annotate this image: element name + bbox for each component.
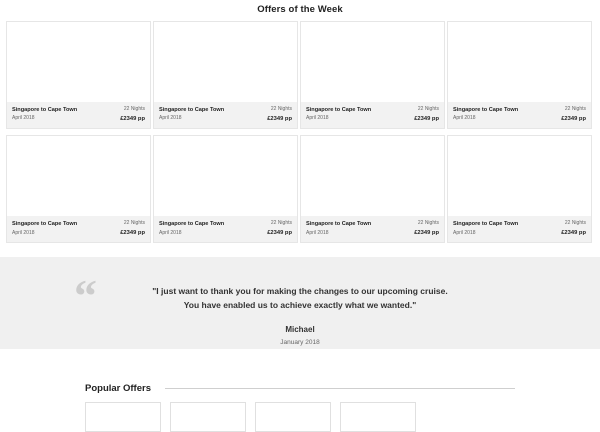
offer-date: April 2018 — [159, 115, 182, 122]
offer-image — [7, 22, 150, 102]
offer-info-left — [453, 220, 518, 237]
offer-info — [448, 216, 591, 242]
offer-info-right — [267, 220, 292, 237]
offer-card[interactable] — [300, 135, 445, 243]
offer-image — [448, 136, 591, 216]
offer-name: Singapore to Cape Town — [453, 107, 519, 113]
popular-offers-grid — [0, 402, 600, 432]
offer-image — [448, 22, 591, 102]
offer-date: April 2018 — [306, 115, 329, 122]
popular-offer-card[interactable] — [340, 402, 416, 432]
popular-offers-header — [0, 383, 600, 394]
offer-name: Singapore to Cape Town — [12, 221, 78, 228]
offer-name: Singapore to Cape Town — [159, 107, 225, 113]
offer-date: April 2018 — [12, 229, 35, 236]
offer-date: April 2018 — [453, 115, 476, 122]
offer-image — [7, 136, 150, 216]
offer-price: £2349 pp — [267, 229, 292, 236]
offers-section-title: Offers of the Week — [257, 4, 343, 15]
offer-date: April 2018 — [159, 229, 182, 236]
testimonial-section — [0, 257, 600, 349]
offer-info-right — [120, 220, 145, 237]
offer-price: £2349 pp — [561, 115, 586, 122]
offer-info-left — [159, 220, 224, 237]
offer-image — [301, 136, 444, 216]
popular-offers-title: Popular Offers — [85, 383, 151, 395]
offer-info — [7, 102, 150, 128]
offer-nights: 22 Nights — [270, 106, 292, 112]
offer-card[interactable] — [153, 21, 298, 129]
offers-grid — [0, 21, 600, 249]
offer-info-right — [414, 106, 439, 123]
offer-info — [154, 216, 297, 242]
offer-info-left — [306, 220, 371, 237]
offer-info — [301, 216, 444, 242]
offer-card[interactable] — [447, 135, 592, 243]
offer-date: April 2018 — [453, 229, 476, 236]
offer-info-left — [159, 106, 224, 123]
offer-info-right — [561, 220, 586, 237]
quote-mark-icon: “ — [74, 270, 97, 322]
offer-info — [448, 102, 591, 128]
testimonial-date: January 2018 — [280, 338, 320, 346]
offer-nights: 22 Nights — [270, 220, 292, 227]
offer-card[interactable] — [153, 135, 298, 243]
testimonial-quote-line-2: You have enabled us to achieve exactly what we wanted." — [183, 299, 417, 310]
offer-info-left — [12, 106, 77, 123]
offer-card[interactable] — [6, 135, 151, 243]
testimonial-quote-line-1: "I just want to thank you for making the changes to our upcoming cruise. — [152, 286, 448, 297]
offer-nights: 22 Nights — [123, 220, 145, 227]
offer-date: April 2018 — [306, 229, 329, 236]
offer-info-right — [120, 106, 145, 123]
offer-info — [154, 102, 297, 128]
offer-nights: 22 Nights — [564, 106, 586, 112]
offer-nights: 22 Nights — [417, 106, 439, 112]
offer-info — [301, 102, 444, 128]
offer-image — [301, 22, 444, 102]
offer-info-right — [414, 220, 439, 237]
offer-card[interactable] — [6, 21, 151, 129]
offer-price: £2349 pp — [414, 229, 439, 236]
offer-nights: 22 Nights — [417, 220, 439, 227]
offer-nights: 22 Nights — [123, 106, 145, 112]
offer-name: Singapore to Cape Town — [453, 221, 519, 228]
offer-name: Singapore to Cape Town — [12, 107, 78, 113]
offer-info-right — [267, 106, 292, 123]
offer-price: £2349 pp — [561, 229, 586, 236]
popular-offer-card[interactable] — [170, 402, 246, 432]
offer-date: April 2018 — [12, 115, 35, 122]
offer-card[interactable] — [300, 21, 445, 129]
offer-card[interactable] — [447, 21, 592, 129]
offer-price: £2349 pp — [120, 229, 145, 236]
popular-offer-card[interactable] — [85, 402, 161, 432]
offer-info-left — [453, 106, 518, 123]
offer-name: Singapore to Cape Town — [159, 221, 225, 228]
popular-offer-card[interactable] — [255, 402, 331, 432]
offer-name: Singapore to Cape Town — [306, 221, 372, 228]
offer-price: £2349 pp — [267, 115, 292, 122]
popular-offers-divider — [165, 388, 515, 389]
offer-price: £2349 pp — [414, 115, 439, 122]
offer-image — [154, 22, 297, 102]
offer-image — [154, 136, 297, 216]
offer-info-left — [306, 106, 371, 123]
offer-info-left — [12, 220, 77, 237]
offer-info — [7, 216, 150, 242]
offer-price: £2349 pp — [120, 115, 145, 122]
offer-info-right — [561, 106, 586, 123]
offer-name: Singapore to Cape Town — [306, 107, 372, 113]
offer-nights: 22 Nights — [564, 220, 586, 227]
testimonial-author: Michael — [285, 324, 315, 334]
